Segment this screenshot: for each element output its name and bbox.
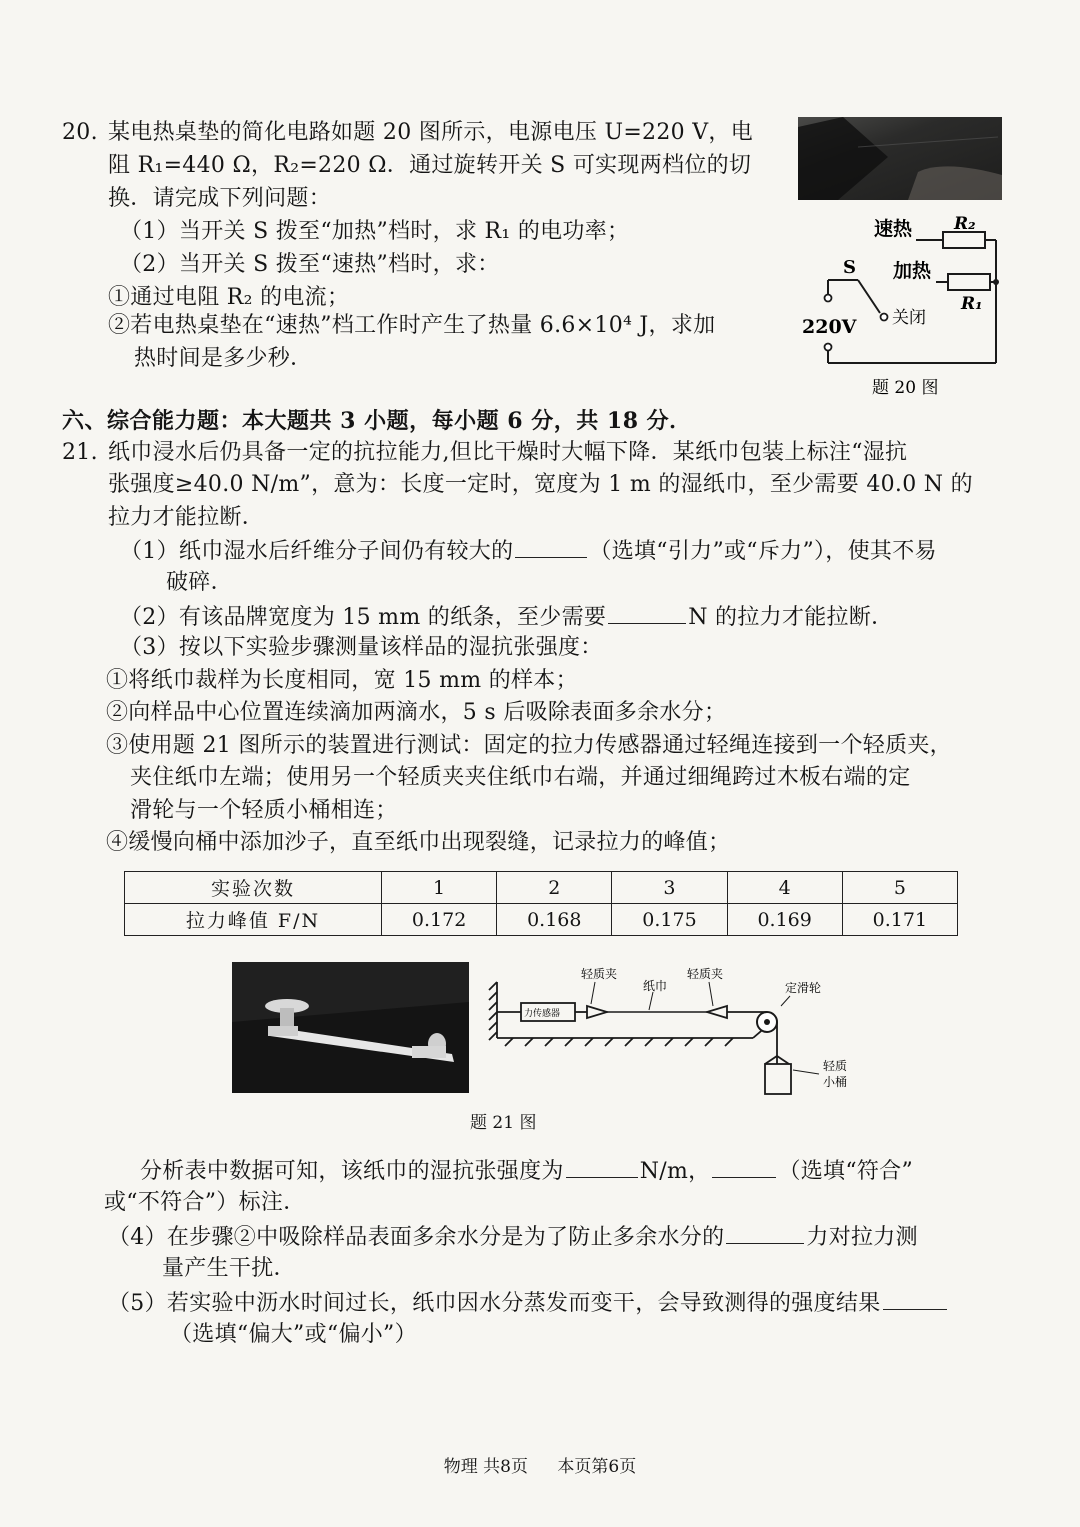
q21-figure-caption: 题 21 图 — [470, 1113, 537, 1133]
q20-stem-line1: 某电热桌垫的简化电路如题 20 图所示，电源电压 U=220 V，电 — [108, 120, 754, 145]
page-footer — [0, 1452, 1080, 1477]
q21-part2 — [120, 601, 893, 633]
q21-analysis-text-b: N/m， — [639, 1159, 711, 1184]
resistor-r2 — [943, 232, 985, 248]
left-clip — [587, 1006, 607, 1018]
answer-blank-3[interactable] — [566, 1155, 638, 1178]
q21-stem-line2: 张强度≥40.0 N/m”，意为：长度一定时，宽度为 1 m 的湿纸巾，至少需要 40.0 N 的 — [108, 472, 973, 497]
q21-part1 — [120, 535, 937, 567]
q21-part4-text-b: 力对拉力测 — [806, 1225, 918, 1250]
q21-part3: （3）按以下实验步骤测量该样品的湿抗张强度： — [120, 635, 603, 660]
table-cell-trial: 5 — [842, 872, 957, 904]
q21-analysis — [140, 1155, 913, 1187]
table-head-trials: 实验次数 — [125, 872, 382, 904]
q21-apparatus-schematic — [485, 960, 865, 1100]
footer-page: 本页第6页 — [557, 1457, 637, 1477]
q21-part2-text-a: （2）有该品牌宽度为 15 mm 的纸条，至少需要 — [120, 605, 607, 630]
table-row-forces — [125, 904, 958, 936]
table-cell-force: 0.169 — [727, 904, 842, 936]
bucket — [765, 1064, 791, 1094]
q20-sub2a: ①通过电阻 R₂ 的电流； — [108, 285, 350, 310]
apparatus-photo — [232, 962, 469, 1093]
pulley-axle — [764, 1019, 770, 1025]
resistor-r1 — [948, 274, 990, 290]
label-switch-s: S — [843, 257, 856, 278]
table-cell-force: 0.171 — [842, 904, 957, 936]
board-hatching — [505, 1038, 733, 1046]
table-cell-trial: 3 — [612, 872, 727, 904]
q21-analysis-text-a: 分析表中数据可知，该纸巾的湿抗张强度为 — [140, 1159, 564, 1184]
desk-mat-photo — [798, 117, 1002, 200]
q20-stem-line2: 阻 R₁=440 Ω，R₂=220 Ω．通过旋转开关 S 可实现两档位的切 — [108, 153, 752, 178]
table-cell-trial: 1 — [382, 872, 497, 904]
label-right-clip: 轻质夹 — [687, 967, 724, 981]
q20-sub1: （1）当开关 S 拨至“加热”档时，求 R₁ 的电功率； — [120, 219, 630, 244]
q21-step3-line2: 夹住纸巾左端；使用另一个轻质夹夹住纸巾右端，并通过细绳跨过木板右端的定 — [130, 765, 911, 790]
q21-analysis-cont: 或“不符合”）标注． — [104, 1190, 306, 1215]
q21-part5 — [108, 1287, 949, 1319]
label-paper: 纸巾 — [643, 979, 668, 993]
table-cell-trial: 2 — [497, 872, 612, 904]
label-guanbi: 关闭 — [892, 308, 926, 328]
q21-part1-text-b: （选填“引力”或“斥力”），使其不易 — [589, 539, 937, 564]
q20-figure-caption: 题 20 图 — [872, 378, 939, 398]
q20-circuit-diagram — [798, 205, 1018, 405]
q21-step4: ④缓慢向桶中添加沙子，直至纸巾出现裂缝，记录拉力的峰值； — [106, 830, 731, 855]
q21-part4-cont: 量产生干扰． — [162, 1256, 296, 1281]
q21-part5-text-a: （5）若实验中沥水时间过长，纸巾因水分蒸发而变干，会导致测得的强度结果 — [108, 1291, 881, 1316]
label-jiare: 加热 — [893, 260, 932, 282]
table-row-trials — [125, 872, 958, 904]
q21-part1-cont: 破碎． — [166, 570, 233, 595]
footer-subject: 物理 共8页 — [443, 1457, 528, 1477]
q21-part2-text-b: N 的拉力才能拉断． — [688, 605, 894, 630]
label-pulley: 定滑轮 — [785, 981, 822, 995]
apparatus-photo-art — [232, 962, 469, 1093]
q21-number: 21. — [62, 440, 98, 465]
label-bucket-2: 小桶 — [823, 1075, 848, 1089]
terminal-bottom — [825, 344, 832, 351]
q21-part5-cont: （选填“偏大”或“偏小”） — [170, 1322, 417, 1347]
answer-blank-6[interactable] — [883, 1287, 947, 1310]
right-clip — [707, 1006, 727, 1018]
q21-part1-text-a: （1）纸巾湿水后纤维分子间仍有较大的 — [120, 539, 514, 564]
table-cell-force: 0.172 — [382, 904, 497, 936]
label-force-sensor: 力传感器 — [524, 1009, 561, 1019]
q21-step2: ②向样品中心位置连续滴加两滴水，5 s 后吸除表面多余水分； — [106, 700, 727, 725]
q20-sub2b: ②若电热桌垫在“速热”档工作时产生了热量 6.6×10⁴ J，求加 — [108, 313, 716, 338]
label-r2: R₂ — [954, 214, 976, 234]
q20-number: 20. — [62, 120, 98, 145]
q21-part4-text-a: （4）在步骤②中吸除样品表面多余水分是为了防止多余水分的 — [108, 1225, 725, 1250]
answer-blank-1[interactable] — [515, 535, 587, 558]
label-bucket-1: 轻质 — [823, 1059, 848, 1073]
q21-step1: ①将纸巾裁样为长度相同，宽 15 mm 的样本； — [106, 668, 578, 693]
table-cell-force: 0.175 — [612, 904, 727, 936]
q21-step3-line1: ③使用题 21 图所示的装置进行测试：固定的拉力传感器通过轻绳连接到一个轻质夹， — [106, 733, 952, 758]
q21-stem-line3: 拉力才能拉断． — [108, 505, 265, 530]
q21-step3-line3: 滑轮与一个轻质小桶相连； — [130, 798, 398, 823]
table-head-force: 拉力峰值 F/N — [125, 904, 382, 936]
q20-stem-line3: 换．请完成下列问题： — [108, 186, 332, 211]
q20-sub2b-cont: 热时间是多少秒． — [134, 346, 313, 371]
answer-blank-5[interactable] — [726, 1221, 804, 1244]
switch-blade — [858, 280, 880, 313]
label-220v: 220V — [802, 316, 857, 338]
table-cell-trial: 4 — [727, 872, 842, 904]
label-left-clip: 轻质夹 — [581, 967, 618, 981]
q20-sub2: （2）当开关 S 拨至“速热”档时，求： — [120, 252, 500, 277]
desk-mat-photo-art — [798, 117, 1002, 200]
q21-analysis-text-c: （选填“符合” — [778, 1159, 914, 1184]
wall-hatching — [489, 982, 497, 1040]
table-cell-force: 0.168 — [497, 904, 612, 936]
junction-dot — [993, 279, 999, 285]
terminal-top — [825, 295, 832, 302]
section6-heading: 六、综合能力题：本大题共 3 小题，每小题 6 分，共 18 分． — [62, 408, 692, 434]
label-suhe: 速热 — [874, 218, 913, 240]
label-r1: R₁ — [961, 294, 983, 314]
q21-part4 — [108, 1221, 918, 1253]
switch-contact-off — [881, 314, 888, 321]
answer-blank-4[interactable] — [712, 1155, 776, 1178]
q21-stem-line1: 纸巾浸水后仍具备一定的抗拉能力,但比干燥时大幅下降．某纸巾包装上标注“湿抗 — [108, 440, 908, 465]
answer-blank-2[interactable] — [608, 601, 686, 624]
force-data-table — [124, 871, 958, 936]
